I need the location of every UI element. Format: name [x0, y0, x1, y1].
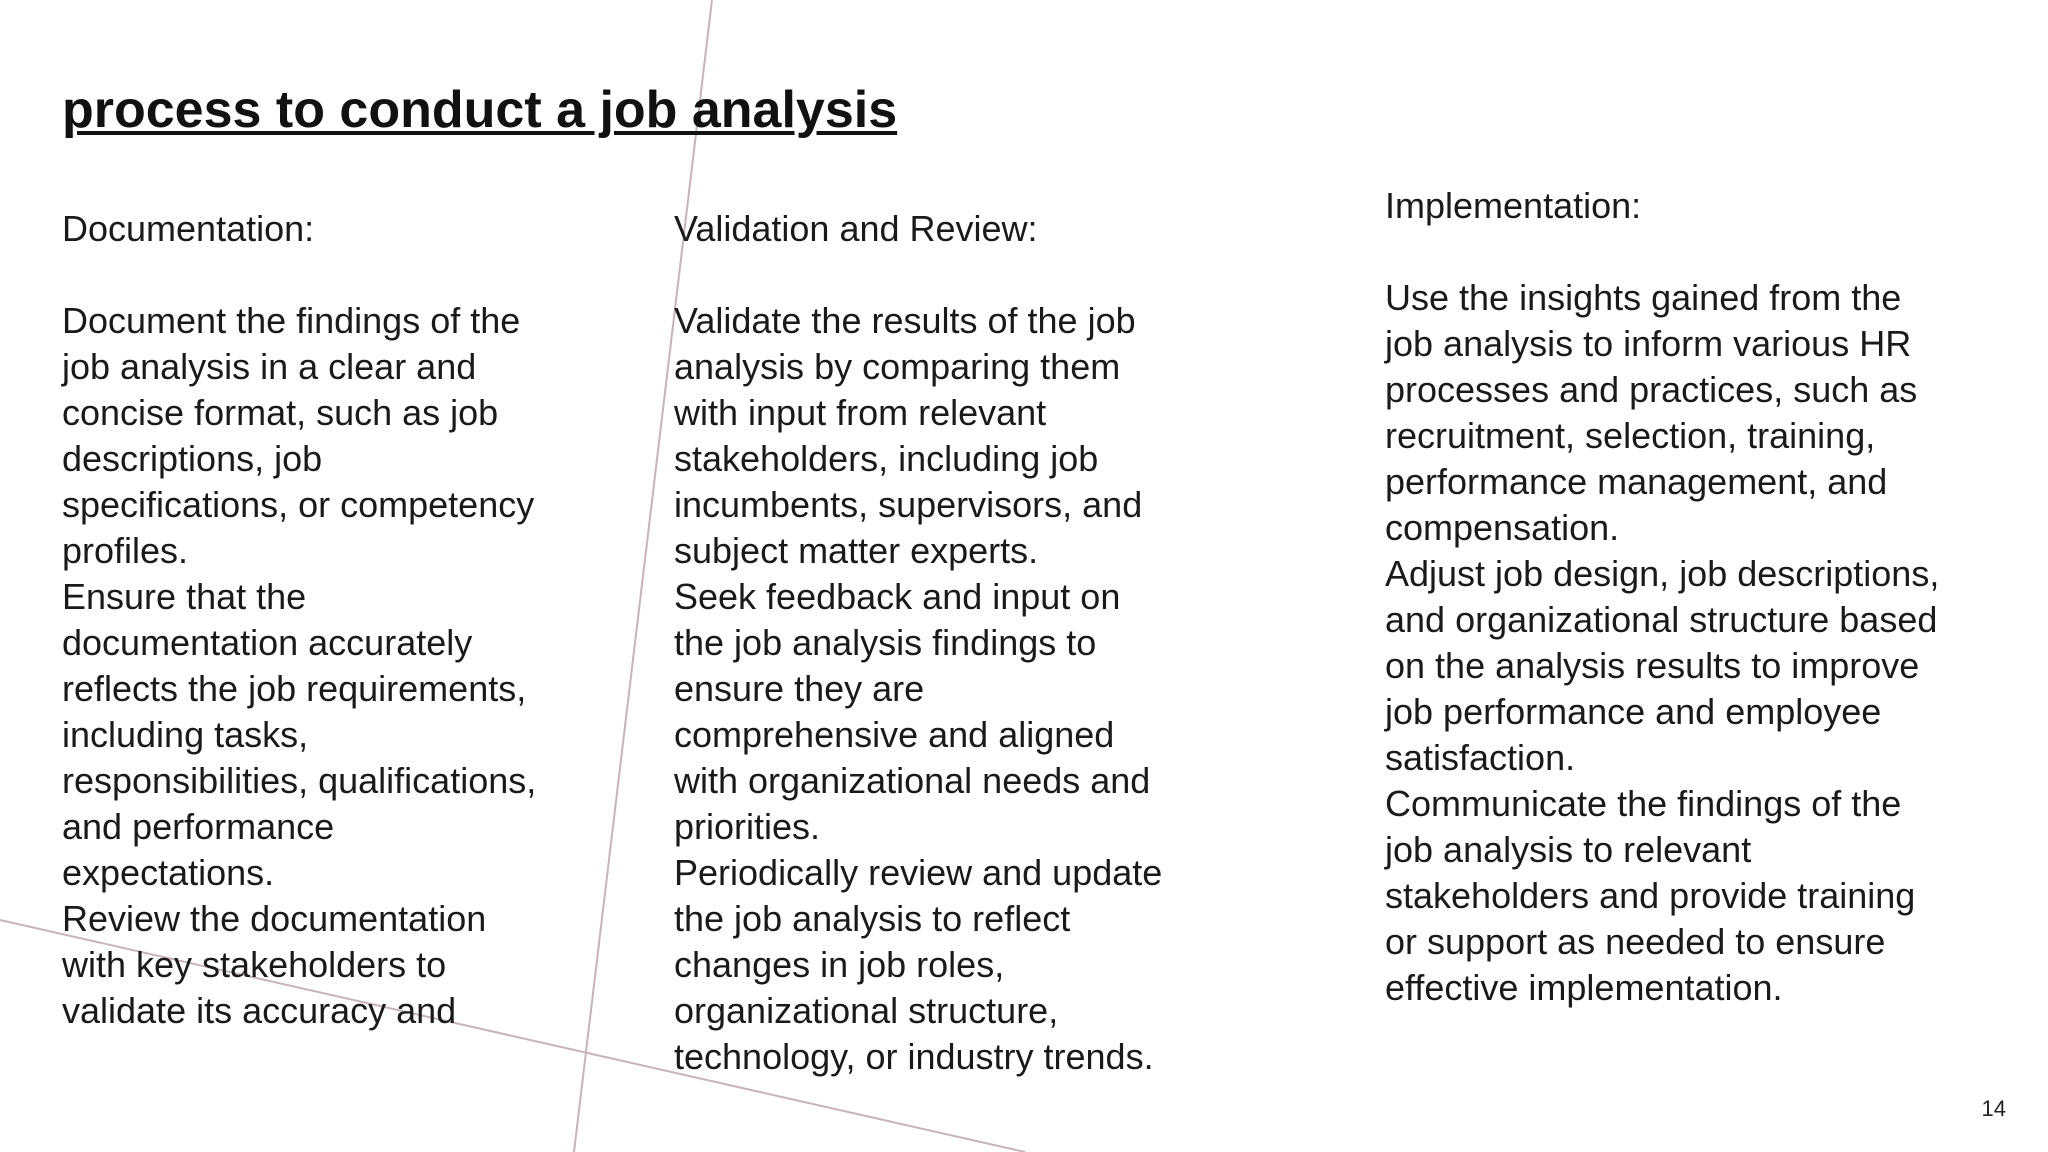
column-paragraph: Ensure that the documentation accurately reflects the job requirements, including tasks, responsibilities, qualifications, and performance expectations.: [62, 576, 537, 893]
spacer: [1385, 229, 1945, 275]
column-validation-and-review: [674, 206, 1164, 1080]
column-heading: Implementation:: [1385, 185, 1642, 226]
column-paragraph: Adjust job design, job descriptions, and organizational structure based on the analysis results to improve job performance and employee satisfaction.: [1385, 553, 1940, 778]
column-paragraph: Use the insights gained from the job analysis to inform various HR processes and practices, such as recruitment, selection, training, performance management, and compensation.: [1385, 277, 1918, 548]
column-documentation: [62, 206, 552, 1034]
column-heading: Validation and Review:: [674, 208, 1038, 249]
slide-title: process to conduct a job analysis: [62, 81, 898, 139]
spacer: [62, 252, 552, 298]
column-implementation: [1385, 183, 1945, 1011]
column-paragraph: Review the documentation with key stakeholders to validate its accuracy and: [62, 898, 487, 1031]
column-heading: Documentation:: [62, 208, 315, 249]
column-paragraph: Document the findings of the job analysis in a clear and concise format, such as job descriptions, job specifications, or competency profiles.: [62, 300, 535, 571]
column-paragraph: Seek feedback and input on the job analysis findings to ensure they are comprehensive and aligned with organizational needs and priorities.: [674, 576, 1151, 847]
column-paragraph: Validate the results of the job analysis by comparing them with input from relevant stakeholders, including job incumbents, supervisors, and subject matter experts.: [674, 300, 1143, 571]
spacer: [674, 252, 1164, 298]
column-paragraph: Communicate the findings of the job analysis to relevant stakeholders and provide training or support as needed to ensure effective implementation.: [1385, 783, 1916, 1008]
column-paragraph: Periodically review and update the job analysis to reflect changes in job roles, organizational structure, technology, or industry trends.: [674, 852, 1163, 1077]
page-number: 14: [1981, 1096, 2006, 1121]
